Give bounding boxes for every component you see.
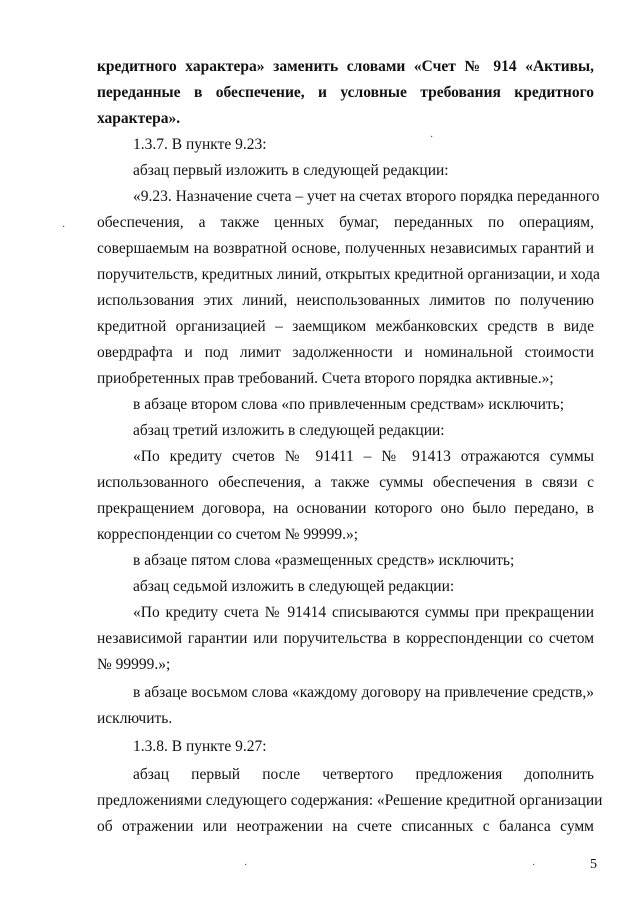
text-line: «По кредиту счетов № 91411 – № 91413 отражаются суммы: [133, 448, 594, 465]
text-line: использованного обеспечения, а также суммы обеспечения в связи с: [97, 474, 594, 491]
text-line: в абзаце пятом слова «размещенных средств» исключить;: [133, 552, 515, 569]
text-line: в абзаце втором слова «по привлеченным средствам» исключить;: [133, 396, 565, 413]
scan-speck: ·: [62, 222, 66, 233]
text-line: «9.23. Назначение счета – учет на счетах второго порядка переданного: [133, 188, 600, 205]
text-line: предложениями следующего содержания: «Решение кредитной организации: [97, 792, 603, 809]
text-line: прекращением договора, на основании которого оно было передано, в: [97, 500, 594, 517]
section-heading: 1.3.7. В пункте 9.23:: [133, 136, 267, 153]
text-line: абзац первый изложить в следующей редакции:: [133, 162, 449, 179]
text-line: об отражении или неотражении на счете списанных с баланса сумм: [97, 818, 594, 835]
text-line: независимой гарантии или поручительства в корреспонденции со счетом: [97, 630, 594, 647]
scan-speck: ·: [532, 860, 536, 871]
text-line: кредитной организацией – заемщиком межбанковских средств в виде: [97, 318, 594, 335]
text-line: абзац третий изложить в следующей редакции:: [133, 422, 445, 439]
scan-speck: ·: [430, 132, 434, 143]
text-line: поручительств, кредитных линий, открытых кредитной организации, и хода: [97, 266, 600, 283]
text-line: корреспонденции со счетом № 99999.»;: [97, 526, 359, 543]
scan-speck: ·: [244, 860, 248, 871]
text-line: приобретенных прав требований. Счета второго порядка активные.»;: [97, 370, 554, 387]
text-line: абзац первый после четвертого предложения дополнить: [133, 766, 594, 783]
page-number: 5: [590, 857, 597, 872]
text-line: совершаемым на возвратной основе, полученных независимых гарантий и: [97, 240, 594, 257]
text-line: абзац седьмой изложить в следующей редакции:: [133, 578, 455, 595]
text-line: обеспечения, а также ценных бумаг, переданных по операциям,: [97, 214, 594, 231]
text-line: в абзаце восьмом слова «каждому договору на привлечение средств,»: [133, 684, 594, 701]
text-line: № 99999.»;: [97, 656, 171, 673]
text-line: кредитного характера» заменить словами «Счет № 914 «Активы,: [97, 58, 594, 75]
text-line: характера».: [97, 110, 181, 127]
text-line: переданные в обеспечение, и условные требования кредитного: [97, 84, 594, 101]
text-line: «По кредиту счета № 91414 списываются суммы при прекращении: [133, 604, 594, 621]
text-line: овердрафта и под лимит задолженности и номинальной стоимости: [97, 344, 594, 361]
text-line: использования этих линий, неиспользованных лимитов по получению: [97, 292, 594, 309]
section-heading: 1.3.8. В пункте 9.27:: [133, 738, 267, 755]
text-line: исключить.: [97, 710, 173, 727]
